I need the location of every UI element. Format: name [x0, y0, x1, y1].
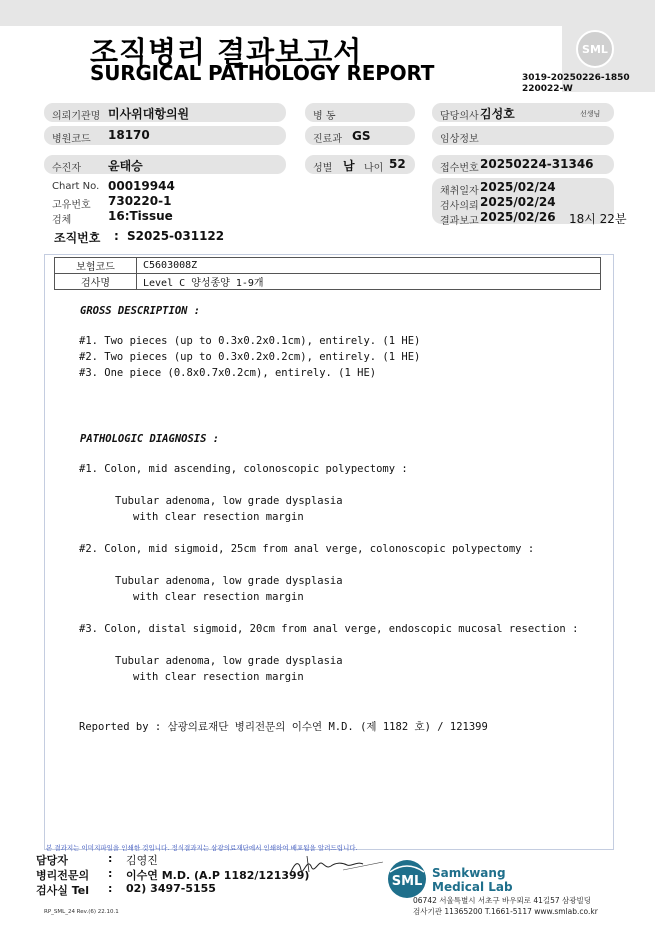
gross-line: #2. Two pieces (up to 0.3x0.2x0.2cm), entirely. (1 HE)	[79, 351, 421, 363]
staff-value: 김영진	[126, 854, 158, 867]
test-name-value: Level C 양성종양 1-9개	[137, 274, 601, 290]
diagnosis-text: Tubular adenoma, low grade dysplasia	[115, 575, 343, 587]
svg-text:SML: SML	[391, 874, 423, 889]
doctor-value: 김성호	[480, 107, 515, 121]
sex-value: 남	[343, 159, 355, 173]
chart-no-value: 00019944	[108, 179, 175, 193]
reported-by: Reported by : 삼광의료재단 병리전문의 이수연 M.D. (제 1182 호) / 121399	[79, 721, 488, 733]
diagnosis-margin: with clear resection margin	[133, 671, 304, 683]
lab-contact: 검사기관 11365200 T.1661-5117 www.smlab.co.kr	[413, 907, 598, 916]
collect-date-value: 2025/02/24	[480, 180, 556, 194]
request-date-value: 2025/02/24	[480, 195, 556, 209]
print-notice: 본 결과지는 이미지파일을 인쇄한 것입니다. 정식결과지는 삼광의료재단에서 인쇄하여 배포됨을 알려드립니다.	[46, 844, 358, 852]
receipt-value: 20250224-31346	[480, 157, 594, 171]
diagnosis-margin: with clear resection margin	[133, 591, 304, 603]
institution-value: 미사위대항의원	[108, 107, 190, 121]
report-date-value: 2025/02/26	[480, 210, 556, 224]
diagnosis-site: #1. Colon, mid ascending, colonoscopic polypectomy :	[79, 463, 408, 475]
table-row: 보험코드 C5603008Z	[55, 258, 601, 274]
lab-address: 06742 서울특별시 서초구 바우뫼로 41길57 삼광빌딩	[413, 896, 592, 905]
report-title-korean: 조직병리 결과보고서	[90, 35, 363, 69]
form-code: RP_SML_24 Rev.(6) 22.10.1	[44, 909, 119, 915]
department-value: GS	[352, 129, 371, 143]
diagnosis-margin: with clear resection margin	[133, 511, 304, 523]
lab-name: Samkwang Medical Lab	[432, 866, 513, 894]
sml-logo-icon: SML	[576, 30, 614, 68]
id-no-value: 730220-1	[108, 194, 172, 208]
table-row: 검사명 Level C 양성종양 1-9개	[55, 274, 601, 290]
insurance-table	[54, 257, 601, 290]
tissue-no-label: 조직번호	[54, 231, 101, 245]
sml-lab-logo-icon	[386, 858, 428, 900]
diagnosis-text: Tubular adenoma, low grade dysplasia	[115, 655, 343, 667]
pathologist-value: 이수연 M.D. (A.P 1182/121399)	[126, 869, 310, 882]
pathologic-diagnosis-heading: PATHOLOGIC DIAGNOSIS :	[80, 433, 220, 445]
signature-icon	[285, 852, 385, 880]
report-time-value: 18시 22분	[569, 212, 627, 226]
diagnosis-text: Tubular adenoma, low grade dysplasia	[115, 495, 343, 507]
tissue-no-value: S2025-031122	[127, 229, 225, 243]
report-number: 3019-20250226-1850 220022-W	[522, 73, 630, 94]
report-title-english: SURGICAL PATHOLOGY REPORT	[90, 61, 435, 85]
insurance-code-value: C5603008Z	[137, 258, 601, 274]
specimen-value: 16:Tissue	[108, 209, 173, 223]
age-value: 52	[389, 157, 406, 171]
gross-line: #1. Two pieces (up to 0.3x0.2x0.1cm), entirely. (1 HE)	[79, 335, 421, 347]
patient-value: 윤태승	[108, 159, 143, 173]
gross-line: #3. One piece (0.8x0.7x0.2cm), entirely. (1 HE)	[79, 367, 377, 379]
hospital-code-value: 18170	[108, 128, 150, 142]
lab-tel-value: 02) 3497-5155	[126, 882, 216, 895]
gross-description-heading: GROSS DESCRIPTION :	[80, 305, 201, 317]
diagnosis-site: #3. Colon, distal sigmoid, 20cm from anal verge, endoscopic mucosal resection :	[79, 623, 579, 635]
diagnosis-site: #2. Colon, mid sigmoid, 25cm from anal verge, colonoscopic polypectomy :	[79, 543, 535, 555]
